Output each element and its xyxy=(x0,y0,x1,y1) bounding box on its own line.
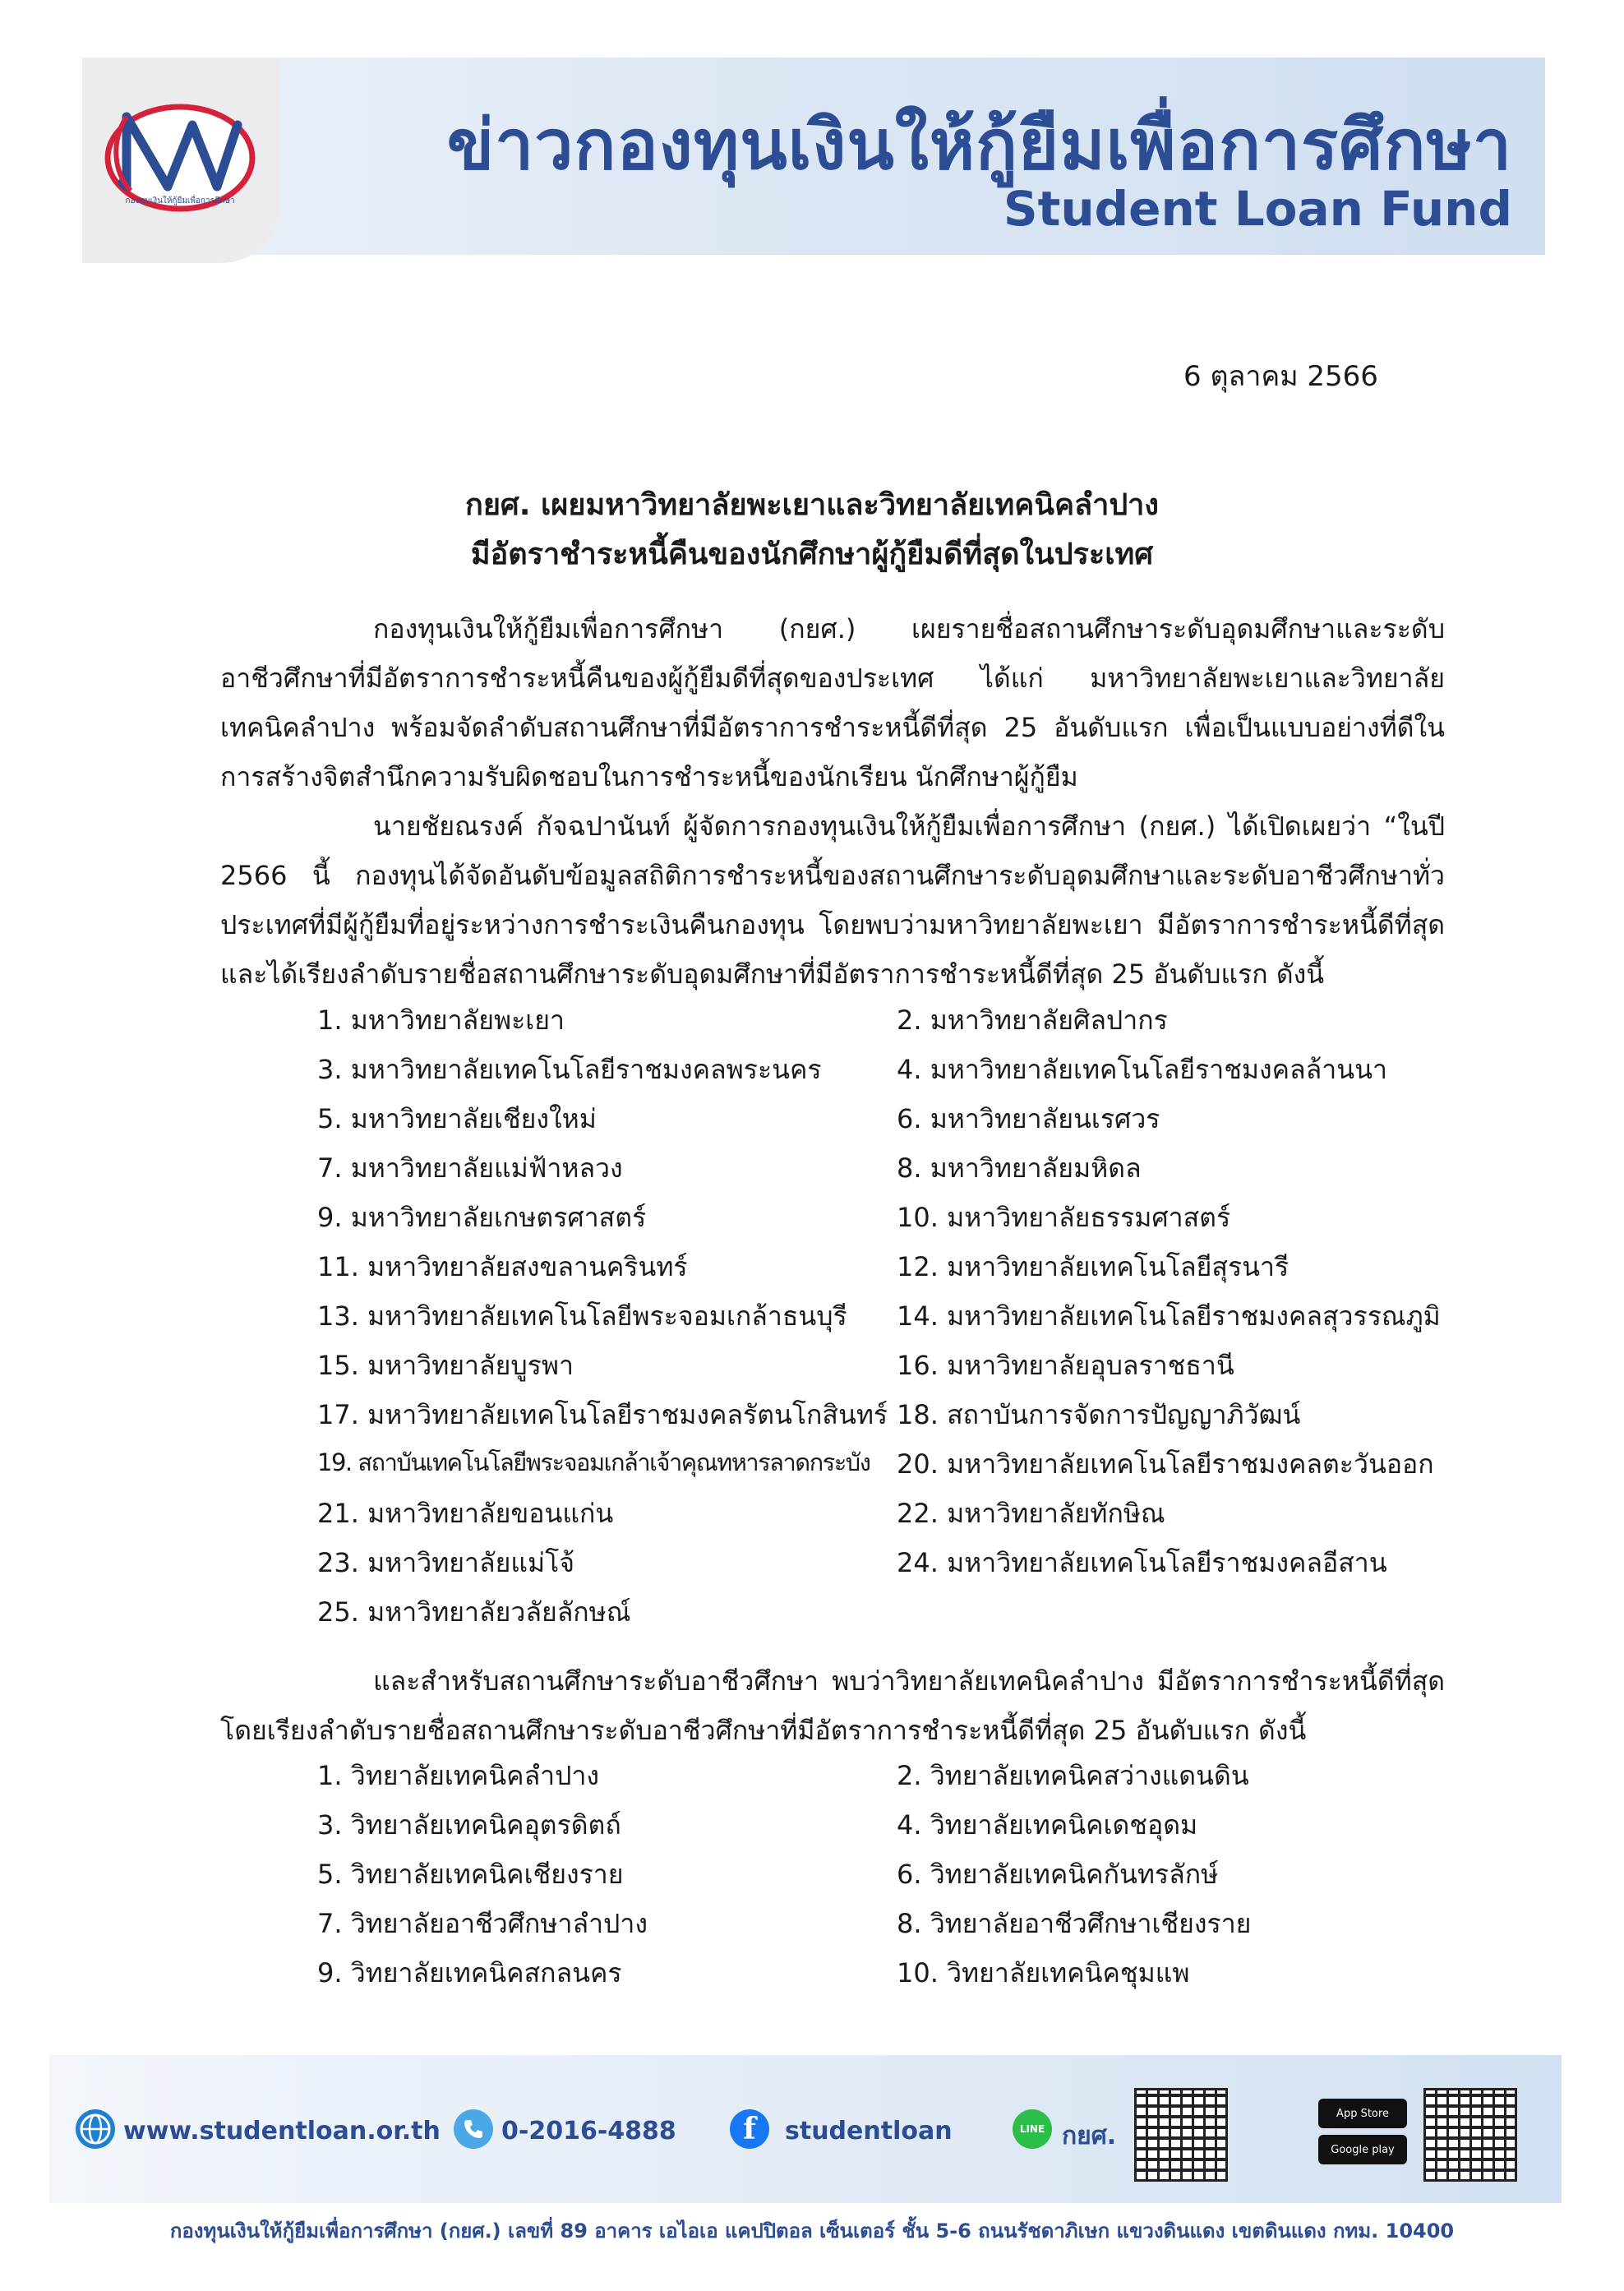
list-item: 23. มหาวิทยาลัยแม่โจ้ xyxy=(317,1547,575,1578)
line-account[interactable]: กยศ. xyxy=(1062,2122,1117,2150)
list-item: 2. มหาวิทยาลัยศิลปากร xyxy=(897,1005,1168,1036)
list-item: 13. มหาวิทยาลัยเทคโนโลยีพระจอมเกล้าธนบุรี xyxy=(317,1300,847,1332)
list-row xyxy=(317,1443,1550,1493)
globe-icon xyxy=(76,2109,115,2149)
list-item: 17. มหาวิทยาลัยเทคโนโลยีราชมงคลรัตนโกสินทร์ xyxy=(317,1399,888,1430)
svg-text:กองทุนเงินให้กู้ยืมเพื่อการศึก: กองทุนเงินให้กู้ยืมเพื่อการศึกษา xyxy=(125,196,235,206)
list-row xyxy=(317,1197,1550,1246)
list-item: 20. มหาวิทยาลัยเทคโนโลยีราชมงคลตะวันออก xyxy=(897,1448,1434,1480)
list-row xyxy=(317,1049,1550,1098)
website-link[interactable]: www.studentloan.or.th xyxy=(123,2117,441,2146)
college-ranking-list xyxy=(317,1755,1550,2002)
list-item: 1. วิทยาลัยเทคนิคลำปาง xyxy=(317,1760,600,1791)
list-item: 19. สถาบันเทคโนโลยีพระจอมเกล้าเจ้าคุณทหารลาดกระบัง xyxy=(317,1448,870,1476)
list-row xyxy=(317,1098,1550,1148)
list-row xyxy=(317,1854,1550,1903)
news-date: 6 ตุลาคม 2566 xyxy=(1183,360,1378,393)
list-item: 8. มหาวิทยาลัยมหิดล xyxy=(897,1152,1142,1184)
list-row xyxy=(317,1952,1550,2002)
facebook-icon: f xyxy=(730,2109,769,2149)
list-item: 18. สถาบันการจัดการปัญญาภิวัฒน์ xyxy=(897,1399,1301,1430)
list-row xyxy=(317,1148,1550,1197)
list-item: 14. มหาวิทยาลัยเทคโนโลยีราชมงคลสุวรรณภูมิ xyxy=(897,1300,1441,1332)
headline-line-2: มีอัตราชำระหนี้คืนของนักศึกษาผู้กู้ยืมดีที่สุดในประเทศ xyxy=(470,538,1154,571)
list-item: 1. มหาวิทยาลัยพะเยา xyxy=(317,1005,565,1036)
logo xyxy=(82,58,279,263)
phone-icon xyxy=(454,2109,493,2149)
phone-number: 0-2016-4888 xyxy=(501,2117,676,2146)
list-item: 12. มหาวิทยาลัยเทคโนโลยีสุรนารี xyxy=(897,1251,1290,1282)
list-row xyxy=(317,1296,1550,1345)
student-loan-fund-logo-icon xyxy=(94,92,266,232)
list-item: 6. มหาวิทยาลัยนเรศวร xyxy=(897,1103,1160,1134)
list-item: 24. มหาวิทยาลัยเทคโนโลยีราชมงคลอีสาน xyxy=(897,1547,1387,1578)
list-item: 5. วิทยาลัยเทคนิคเชียงราย xyxy=(317,1859,624,1890)
list-item: 6. วิทยาลัยเทคนิคกันทรลักษ์ xyxy=(897,1859,1219,1890)
header-title-english: Student Loan Fund xyxy=(1003,181,1512,237)
list-item: 15. มหาวิทยาลัยบูรพา xyxy=(317,1350,574,1381)
google-play-badge[interactable]: Google play xyxy=(1318,2135,1407,2164)
header-title-thai: ข่าวกองทุนเงินให้กู้ยืมเพื่อการศึกษา xyxy=(446,104,1512,185)
list-item: 16. มหาวิทยาลัยอุบลราชธานี xyxy=(897,1350,1234,1381)
line-icon: LINE xyxy=(1013,2109,1052,2149)
list-item: 25. มหาวิทยาลัยวลัยลักษณ์ xyxy=(317,1596,631,1628)
list-item: 9. มหาวิทยาลัยเกษตรศาสตร์ xyxy=(317,1202,647,1233)
list-item: 3. มหาวิทยาลัยเทคโนโลยีราชมงคลพระนคร xyxy=(317,1054,822,1085)
list-item: 2. วิทยาลัยเทคนิคสว่างแดนดิน xyxy=(897,1760,1249,1791)
paragraph-vocational: และสำหรับสถานศึกษาระดับอาชีวศึกษา พบว่าวิทยาลัยเทคนิคลำปาง มีอัตราการชำระหนี้ดีที่สุด โดยเรียงลำดับรายชื่อสถานศึกษาระดับอาชีวศึกษาที่มีอัตราการชำระหนี้ดีที่สุด 25 อันดับแรก ดังนี้ xyxy=(220,1665,1445,1746)
list-item: 7. มหาวิทยาลัยแม่ฟ้าหลวง xyxy=(317,1152,623,1184)
paragraph-intro: กองทุนเงินให้กู้ยืมเพื่อการศึกษา (กยศ.) เผยรายชื่อสถานศึกษาระดับอุดมศึกษาและระดับอาชีวศึกษาที่มีอัตราการชำระหนี้คืนของผู้กู้ยืมดีที่สุดของประเทศ ได้แก่ มหาวิทยาลัยพะเยาและวิทยาลัยเทคนิคลำปาง พร้อมจัดลำดับสถานศึกษาที่มีอัตราการชำระหนี้ดีที่สุด 25 อันดับแรก เพื่อเป็นแบบอย่างที่ดีในการสร้างจิตสำนึกความรับผิดชอบในการชำระหนี้ของนักเรียน นักศึกษาผู้กู้ยืม xyxy=(220,613,1445,792)
list-row xyxy=(317,1903,1550,1952)
list-item: 8. วิทยาลัยอาชีวศึกษาเชียงราย xyxy=(897,1908,1252,1939)
list-row xyxy=(317,1804,1550,1854)
list-row xyxy=(317,1246,1550,1296)
facebook-link[interactable]: studentloan xyxy=(785,2117,953,2146)
list-item: 5. มหาวิทยาลัยเชียงใหม่ xyxy=(317,1103,597,1134)
list-row xyxy=(317,1493,1550,1542)
list-item: 22. มหาวิทยาลัยทักษิณ xyxy=(897,1498,1165,1529)
list-row xyxy=(317,1542,1550,1591)
list-row xyxy=(317,1000,1550,1049)
app-store-badge[interactable]: App Store xyxy=(1318,2099,1407,2128)
qr-code-icon xyxy=(1134,2088,1228,2182)
list-item: 3. วิทยาลัยเทคนิคอุตรดิตถ์ xyxy=(317,1809,621,1841)
paragraph-manager-quote: นายชัยณรงค์ กัจฉปานันท์ ผู้จัดการกองทุนเงินให้กู้ยืมเพื่อการศึกษา (กยศ.) ได้เปิดเผยว่า “ในปี 2566 นี้ กองทุนได้จัดอันดับข้อมูลสถิติการชำระหนี้ของสถานศึกษาระดับอุดมศึกษาและระดับอาชีวศึกษาทั่วประเทศที่มีผู้กู้ยืมที่อยู่ระหว่างการชำระเงินคืนกองทุน โดยพบว่ามหาวิทยาลัยพะเยา มีอัตราการชำระหนี้ดีที่สุด และได้เรียงลำดับรายชื่อสถานศึกษาระดับอุดมศึกษาที่มีอัตราการชำระหนี้ดีที่สุด 25 อันดับแรก ดังนี้ xyxy=(220,811,1445,990)
qr-code-icon xyxy=(1423,2088,1517,2182)
list-row xyxy=(317,1345,1550,1394)
university-ranking-list xyxy=(317,1000,1550,1641)
list-item: 21. มหาวิทยาลัยขอนแก่น xyxy=(317,1498,614,1529)
list-item: 11. มหาวิทยาลัยสงขลานครินทร์ xyxy=(317,1251,688,1282)
list-item: 7. วิทยาลัยอาชีวศึกษาลำปาง xyxy=(317,1908,648,1939)
list-item: 10. วิทยาลัยเทคนิคชุมแพ xyxy=(897,1957,1190,1988)
footer-address: กองทุนเงินให้กู้ยืมเพื่อการศึกษา (กยศ.) เลขที่ 89 อาคาร เอไอเอ แคปปิตอล เซ็นเตอร์ ชั้น 5-6 ถนนรัชดาภิเษก แขวงดินแดง เขตดินแดง กทม. 10400 xyxy=(169,2219,1455,2243)
header-banner xyxy=(82,58,1545,255)
headline-line-1: กยศ. เผยมหาวิทยาลัยพะเยาและวิทยาลัยเทคนิคลำปาง xyxy=(465,488,1159,522)
list-row xyxy=(317,1394,1550,1443)
list-row xyxy=(317,1591,1550,1641)
list-item: 4. วิทยาลัยเทคนิคเดชอุดม xyxy=(897,1809,1198,1841)
list-item: 9. วิทยาลัยเทคนิคสกลนคร xyxy=(317,1957,622,1988)
list-item: 4. มหาวิทยาลัยเทคโนโลยีราชมงคลล้านนา xyxy=(897,1054,1387,1085)
list-row xyxy=(317,1755,1550,1804)
list-item: 10. มหาวิทยาลัยธรรมศาสตร์ xyxy=(897,1202,1231,1233)
